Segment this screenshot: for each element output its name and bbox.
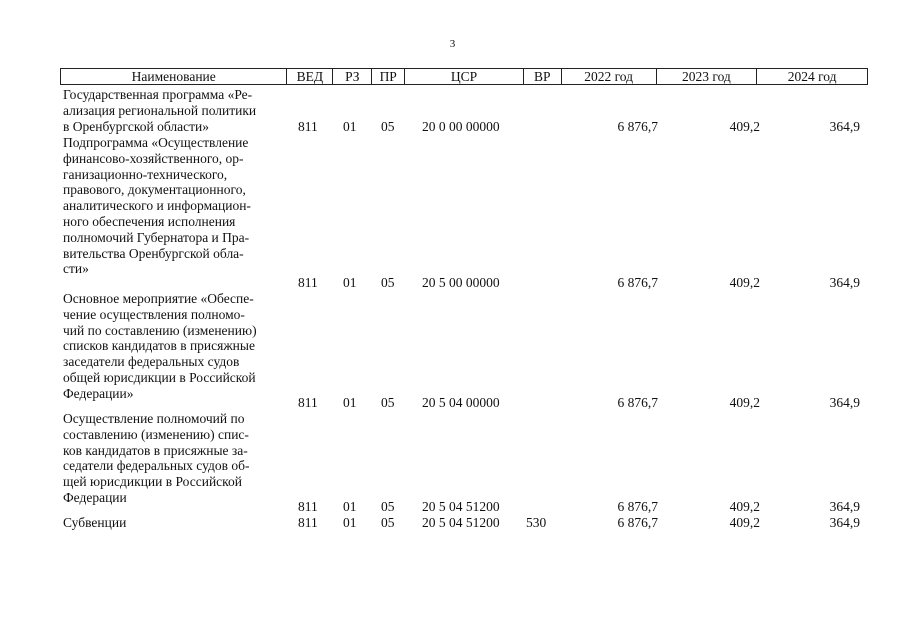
row-2023: 409,2 <box>729 515 760 531</box>
table-row <box>60 291 868 411</box>
row-pr: 05 <box>381 515 395 531</box>
row-2024: 364,9 <box>829 275 860 291</box>
row-2024: 364,9 <box>829 395 860 411</box>
column-header-ved: ВЕД <box>287 69 333 84</box>
column-header-rz: РЗ <box>333 69 372 84</box>
row-csr: 20 5 00 00000 <box>422 275 500 291</box>
column-header-vr: ВР <box>524 69 562 84</box>
table-row <box>60 515 868 531</box>
row-name: Подпрограмма «Осуществление финансово-хозяйственного, ор- ганизационно-технического, правового, документационного, аналитического и информацион- ного обеспечения исполнения полномочий Губернатора и Пра- вительства Оренбургской обла- сти» <box>63 135 251 277</box>
row-2023: 409,2 <box>729 395 760 411</box>
row-pr: 05 <box>381 499 395 515</box>
row-name: Государственная программа «Ре- ализация региональной политики в Оренбургской области» <box>63 87 257 134</box>
row-ved: 811 <box>298 275 318 291</box>
row-csr: 20 5 04 00000 <box>422 395 500 411</box>
table-row <box>60 411 868 515</box>
row-2022: 6 876,7 <box>617 515 658 531</box>
row-2022: 6 876,7 <box>617 275 658 291</box>
row-ved: 811 <box>298 395 318 411</box>
row-2022: 6 876,7 <box>617 119 658 135</box>
table-header <box>60 68 868 85</box>
row-pr: 05 <box>381 395 395 411</box>
column-header-2022: 2022 год <box>562 69 657 84</box>
row-rz: 01 <box>343 119 357 135</box>
table-row <box>60 135 868 291</box>
page-number: 3 <box>449 38 456 50</box>
row-2023: 409,2 <box>729 499 760 515</box>
row-2024: 364,9 <box>829 499 860 515</box>
row-2022: 6 876,7 <box>617 395 658 411</box>
row-name: Осуществление полномочий по составлению (изменению) спис- ков кандидатов в присяжные за- седатели федеральных судов об- щей юрисдикции в Российской Федерации <box>63 411 250 505</box>
table-row <box>60 87 868 135</box>
row-2022: 6 876,7 <box>617 499 658 515</box>
column-header-2023: 2023 год <box>657 69 758 84</box>
row-pr: 05 <box>381 275 395 291</box>
row-2023: 409,2 <box>729 119 760 135</box>
row-ved: 811 <box>298 119 318 135</box>
row-2024: 364,9 <box>829 119 860 135</box>
column-header-2024: 2024 год <box>787 69 837 84</box>
row-rz: 01 <box>343 515 357 531</box>
row-name: Субвенции <box>63 515 127 530</box>
row-2023: 409,2 <box>729 275 760 291</box>
row-vr: 530 <box>526 515 547 531</box>
row-2024: 364,9 <box>829 515 860 531</box>
column-header-pr: ПР <box>372 69 405 84</box>
row-name: Основное мероприятие «Обеспе- чение осуществления полномо- чий по составлению (изменению) списков кандидатов в присяжные заседатели федеральных судов общей юрисдикции в Российской Федерации» <box>63 291 257 401</box>
row-csr: 20 5 04 51200 <box>422 499 500 515</box>
column-header-name: Наименование <box>61 69 287 84</box>
row-csr: 20 5 04 51200 <box>422 515 500 531</box>
row-rz: 01 <box>343 395 357 411</box>
column-header-csr: ЦСР <box>405 69 524 84</box>
row-csr: 20 0 00 00000 <box>422 119 500 135</box>
row-ved: 811 <box>298 499 318 515</box>
row-rz: 01 <box>343 275 357 291</box>
row-ved: 811 <box>298 515 318 531</box>
row-pr: 05 <box>381 119 395 135</box>
row-rz: 01 <box>343 499 357 515</box>
